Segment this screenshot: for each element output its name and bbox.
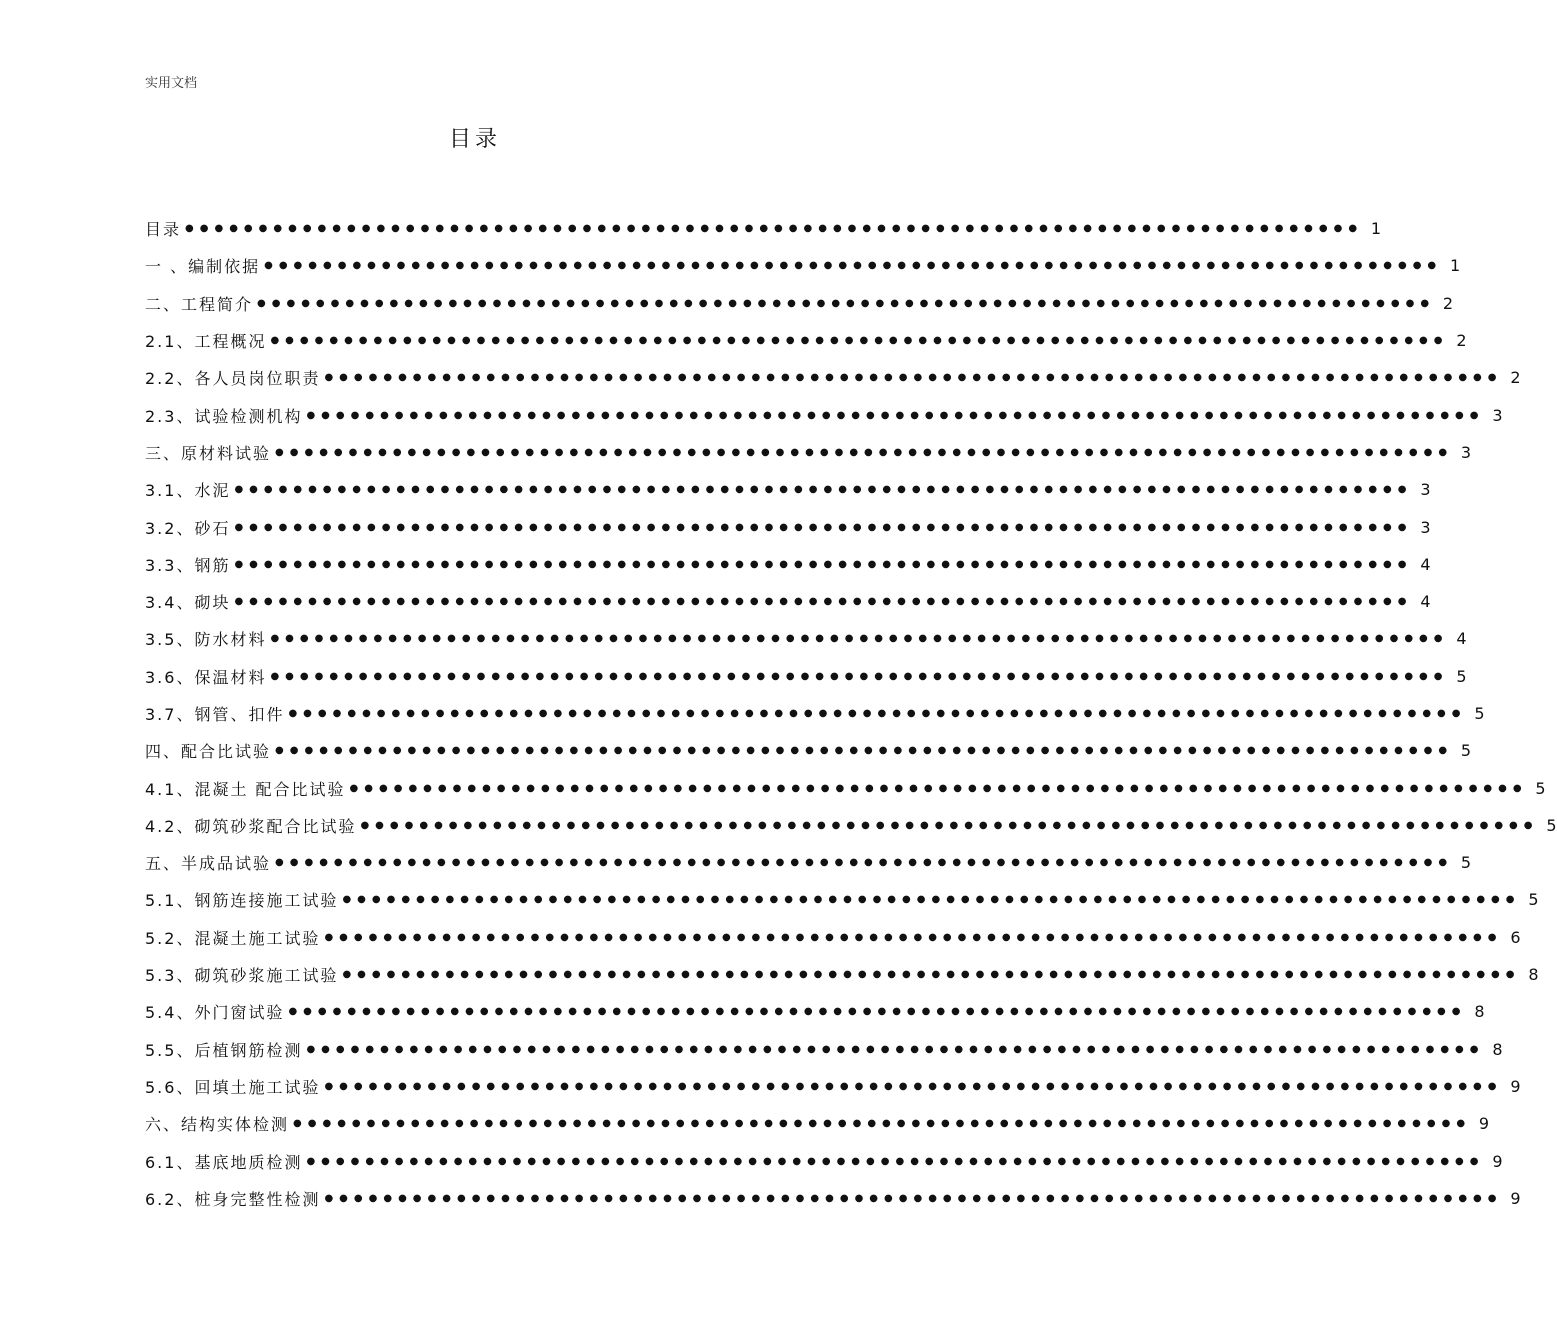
- toc-entry-page: 8: [1528, 965, 1539, 985]
- toc-dot-leader: ●●●●●●●●●●●●●●●●●●●●●●●●●●●●●●●●●●●●●●●●●●●●●●●●●●●●●●●●●●●●●●●●●●●●●●●●●●●●●●●●: [324, 931, 1503, 943]
- toc-entry[interactable]: [145, 471, 1431, 508]
- toc-entry[interactable]: [145, 620, 1467, 657]
- toc-entry[interactable]: [145, 919, 1521, 956]
- toc-entry-label: 2.3、试验检测机构: [145, 406, 303, 426]
- toc-entry[interactable]: [145, 508, 1431, 545]
- toc-dot-leader: ●●●●●●●●●●●●●●●●●●●●●●●●●●●●●●●●●●●●●●●●●●●●●●●●●●●●●●●●●●●●●●●●●●●●●●●●●●●●●●●●: [288, 708, 1467, 719]
- page-title: 目录: [448, 127, 501, 152]
- toc-entry-label: 三、原材料试验: [145, 443, 272, 463]
- toc-entry[interactable]: [145, 881, 1539, 918]
- toc-entry[interactable]: [145, 583, 1431, 620]
- toc-entry-label: 5.1、钢筋连接施工试验: [145, 891, 339, 911]
- toc-entry-label: 四、配合比试验: [145, 742, 272, 762]
- toc-entry-label: 4.2、砌筑砂浆配合比试验: [145, 816, 357, 836]
- toc-entry-page: 3: [1460, 442, 1472, 462]
- toc-entry-page: 4: [1420, 554, 1431, 574]
- toc-dot-leader: ●●●●●●●●●●●●●●●●●●●●●●●●●●●●●●●●●●●●●●●●●●●●●●●●●●●●●●●●●●●●●●●●●●●●●●●●●●●●●●●●: [306, 409, 1485, 421]
- toc-entry[interactable]: [145, 732, 1472, 769]
- toc-entry[interactable]: [145, 1031, 1503, 1068]
- toc-entry-label: 3.3、钢筋: [145, 555, 231, 575]
- toc-entry[interactable]: [145, 658, 1467, 695]
- toc-dot-leader: ●●●●●●●●●●●●●●●●●●●●●●●●●●●●●●●●●●●●●●●●●●●●●●●●●●●●●●●●●●●●●●●●●●●●●●●●●●●●●●●●: [270, 670, 1449, 682]
- toc-entry-label: 5.6、回填土施工试验: [145, 1077, 321, 1097]
- toc-entry-label: 4.1、混凝土 配合比试验: [145, 779, 346, 799]
- toc-entry-page: 1: [1449, 256, 1461, 276]
- toc-entry-label: 3.4、砌块: [145, 593, 231, 613]
- toc-dot-leader: ●●●●●●●●●●●●●●●●●●●●●●●●●●●●●●●●●●●●●●●●●●●●●●●●●●●●●●●●●●●●●●●●●●●●●●●●●●●●●●●●: [275, 446, 1454, 458]
- toc-entry[interactable]: [145, 807, 1557, 844]
- toc-entry-page: 2: [1510, 368, 1521, 388]
- toc-entry[interactable]: [145, 844, 1472, 881]
- toc-dot-leader: ●●●●●●●●●●●●●●●●●●●●●●●●●●●●●●●●●●●●●●●●●●●●●●●●●●●●●●●●●●●●●●●●●●●●●●●●●●●●●●●●: [234, 521, 1413, 533]
- toc-entry-label: 六、结构实体检测: [145, 1115, 290, 1135]
- toc-entry-page: 2: [1456, 331, 1467, 351]
- toc-entry-page: 5: [1460, 853, 1472, 873]
- toc-entry-label: 3.6、保温材料: [145, 667, 267, 687]
- toc-entry-label: 2.1、工程概况: [145, 332, 267, 352]
- toc-entry-label: 2.2、各人员岗位职责: [145, 369, 321, 389]
- toc-dot-leader: ●●●●●●●●●●●●●●●●●●●●●●●●●●●●●●●●●●●●●●●●●●●●●●●●●●●●●●●●●●●●●●●●●●●●●●●●●●●●●●●●: [342, 969, 1521, 981]
- toc-dot-leader: ●●●●●●●●●●●●●●●●●●●●●●●●●●●●●●●●●●●●●●●●●●●●●●●●●●●●●●●●●●●●●●●●●●●●●●●●●●●●●●●●: [275, 857, 1454, 869]
- toc-dot-leader: ●●●●●●●●●●●●●●●●●●●●●●●●●●●●●●●●●●●●●●●●●●●●●●●●●●●●●●●●●●●●●●●●●●●●●●●●●●●●●●●●: [234, 596, 1413, 608]
- toc-dot-leader: ●●●●●●●●●●●●●●●●●●●●●●●●●●●●●●●●●●●●●●●●●●●●●●●●●●●●●●●●●●●●●●●●●●●●●●●●●●●●●●●●: [185, 223, 1364, 235]
- toc-entry-label: 6.2、桩身完整性检测: [145, 1189, 321, 1209]
- toc-dot-leader: ●●●●●●●●●●●●●●●●●●●●●●●●●●●●●●●●●●●●●●●●●●●●●●●●●●●●●●●●●●●●●●●●●●●●●●●●●●●●●●●●: [257, 297, 1436, 309]
- toc-entry-page: 9: [1478, 1114, 1490, 1134]
- toc-entry-label: 5.2、混凝土施工试验: [145, 928, 321, 948]
- toc-entry-page: 3: [1492, 405, 1503, 425]
- toc-entry-label: 5.4、外门窗试验: [145, 1003, 285, 1023]
- toc-entry-page: 5: [1460, 741, 1472, 761]
- toc-entry-label: 3.7、钢管、扣件: [145, 705, 285, 724]
- toc-entry-page: 9: [1492, 1151, 1503, 1171]
- toc-entry-label: 3.5、防水材料: [145, 630, 267, 650]
- toc-dot-leader: ●●●●●●●●●●●●●●●●●●●●●●●●●●●●●●●●●●●●●●●●●●●●●●●●●●●●●●●●●●●●●●●●●●●●●●●●●●●●●●●●: [275, 745, 1454, 757]
- toc-entry-page: 1: [1370, 219, 1382, 239]
- toc-dot-leader: ●●●●●●●●●●●●●●●●●●●●●●●●●●●●●●●●●●●●●●●●●●●●●●●●●●●●●●●●●●●●●●●●●●●●●●●●●●●●●●●●: [293, 1118, 1472, 1130]
- toc-entry[interactable]: [145, 322, 1467, 359]
- toc-entry-label: 目录: [145, 220, 182, 240]
- toc-entry-label: 3.1、水泥: [145, 481, 231, 501]
- toc-entry[interactable]: [145, 546, 1431, 583]
- toc-entry[interactable]: [145, 1180, 1521, 1217]
- toc-dot-leader: ●●●●●●●●●●●●●●●●●●●●●●●●●●●●●●●●●●●●●●●●●●●●●●●●●●●●●●●●●●●●●●●●●●●●●●●●●●●●●●●●: [349, 782, 1528, 794]
- toc-entry-page: 8: [1492, 1039, 1503, 1059]
- toc-entry-page: 4: [1420, 592, 1431, 612]
- toc-dot-leader: ●●●●●●●●●●●●●●●●●●●●●●●●●●●●●●●●●●●●●●●●●●●●●●●●●●●●●●●●●●●●●●●●●●●●●●●●●●●●●●●●: [360, 819, 1539, 831]
- toc-entry-label: 5.5、后植钢筋检测: [145, 1040, 303, 1060]
- toc-entry-page: 9: [1510, 1076, 1521, 1096]
- toc-entry[interactable]: [145, 210, 1382, 247]
- toc-entry[interactable]: [145, 434, 1472, 471]
- toc-entry[interactable]: [145, 359, 1521, 396]
- toc-entry-page: 5: [1546, 815, 1557, 835]
- toc-entry[interactable]: [145, 695, 1485, 732]
- toc-entry-page: 2: [1442, 293, 1454, 313]
- toc-dot-leader: ●●●●●●●●●●●●●●●●●●●●●●●●●●●●●●●●●●●●●●●●●●●●●●●●●●●●●●●●●●●●●●●●●●●●●●●●●●●●●●●●: [342, 894, 1521, 906]
- toc-entry[interactable]: [145, 769, 1546, 806]
- toc-dot-leader: ●●●●●●●●●●●●●●●●●●●●●●●●●●●●●●●●●●●●●●●●●●●●●●●●●●●●●●●●●●●●●●●●●●●●●●●●●●●●●●●●: [270, 335, 1449, 347]
- toc-entry-page: 6: [1510, 927, 1521, 947]
- toc-entry-label: 二、工程简介: [145, 294, 254, 314]
- toc-dot-leader: ●●●●●●●●●●●●●●●●●●●●●●●●●●●●●●●●●●●●●●●●●●●●●●●●●●●●●●●●●●●●●●●●●●●●●●●●●●●●●●●●: [324, 1080, 1503, 1092]
- toc-entry[interactable]: [145, 1105, 1490, 1142]
- toc-entry-label: 3.2、砂石: [145, 518, 231, 538]
- toc-entry[interactable]: [145, 396, 1503, 433]
- toc-entry-page: 5: [1535, 778, 1546, 798]
- toc-entry[interactable]: [145, 993, 1485, 1030]
- toc-entry-page: 5: [1456, 666, 1467, 686]
- toc-entry[interactable]: [145, 1068, 1521, 1105]
- toc-dot-leader: ●●●●●●●●●●●●●●●●●●●●●●●●●●●●●●●●●●●●●●●●●●●●●●●●●●●●●●●●●●●●●●●●●●●●●●●●●●●●●●●●: [306, 1043, 1485, 1055]
- toc-entry-page: 5: [1474, 704, 1485, 723]
- toc-entry-label: 6.1、基底地质检测: [145, 1152, 303, 1172]
- toc-entry-page: 8: [1474, 1002, 1485, 1022]
- toc-entry-page: 3: [1420, 480, 1431, 500]
- toc-entry-label: 五、半成品试验: [145, 854, 272, 874]
- toc-dot-leader: ●●●●●●●●●●●●●●●●●●●●●●●●●●●●●●●●●●●●●●●●●●●●●●●●●●●●●●●●●●●●●●●●●●●●●●●●●●●●●●●●: [264, 260, 1443, 272]
- toc-entry-page: 5: [1528, 890, 1539, 910]
- toc-dot-leader: ●●●●●●●●●●●●●●●●●●●●●●●●●●●●●●●●●●●●●●●●●●●●●●●●●●●●●●●●●●●●●●●●●●●●●●●●●●●●●●●●: [324, 1192, 1503, 1204]
- toc-entry-page: 4: [1456, 629, 1467, 649]
- toc-entry[interactable]: [145, 1142, 1503, 1179]
- toc-entry-label: 5.3、砌筑砂浆施工试验: [145, 966, 339, 986]
- toc-dot-leader: ●●●●●●●●●●●●●●●●●●●●●●●●●●●●●●●●●●●●●●●●●●●●●●●●●●●●●●●●●●●●●●●●●●●●●●●●●●●●●●●●: [270, 633, 1449, 645]
- toc-dot-leader: ●●●●●●●●●●●●●●●●●●●●●●●●●●●●●●●●●●●●●●●●●●●●●●●●●●●●●●●●●●●●●●●●●●●●●●●●●●●●●●●●: [324, 372, 1503, 384]
- toc-dot-leader: ●●●●●●●●●●●●●●●●●●●●●●●●●●●●●●●●●●●●●●●●●●●●●●●●●●●●●●●●●●●●●●●●●●●●●●●●●●●●●●●●: [234, 558, 1413, 570]
- toc-dot-leader: ●●●●●●●●●●●●●●●●●●●●●●●●●●●●●●●●●●●●●●●●●●●●●●●●●●●●●●●●●●●●●●●●●●●●●●●●●●●●●●●●: [306, 1155, 1485, 1167]
- toc-dot-leader: ●●●●●●●●●●●●●●●●●●●●●●●●●●●●●●●●●●●●●●●●●●●●●●●●●●●●●●●●●●●●●●●●●●●●●●●●●●●●●●●●: [288, 1006, 1467, 1018]
- toc-entry-page: 9: [1510, 1188, 1521, 1208]
- toc-entry-page: 3: [1420, 517, 1431, 537]
- toc-entry[interactable]: [145, 247, 1461, 284]
- toc-entry-label: 一 、编制依据: [145, 257, 261, 277]
- toc-entry[interactable]: [145, 285, 1454, 322]
- toc-entry[interactable]: [145, 956, 1539, 993]
- header-note: 实用文档: [145, 76, 198, 91]
- table-of-contents: [145, 210, 1557, 1217]
- toc-dot-leader: ●●●●●●●●●●●●●●●●●●●●●●●●●●●●●●●●●●●●●●●●●●●●●●●●●●●●●●●●●●●●●●●●●●●●●●●●●●●●●●●●: [234, 484, 1413, 496]
